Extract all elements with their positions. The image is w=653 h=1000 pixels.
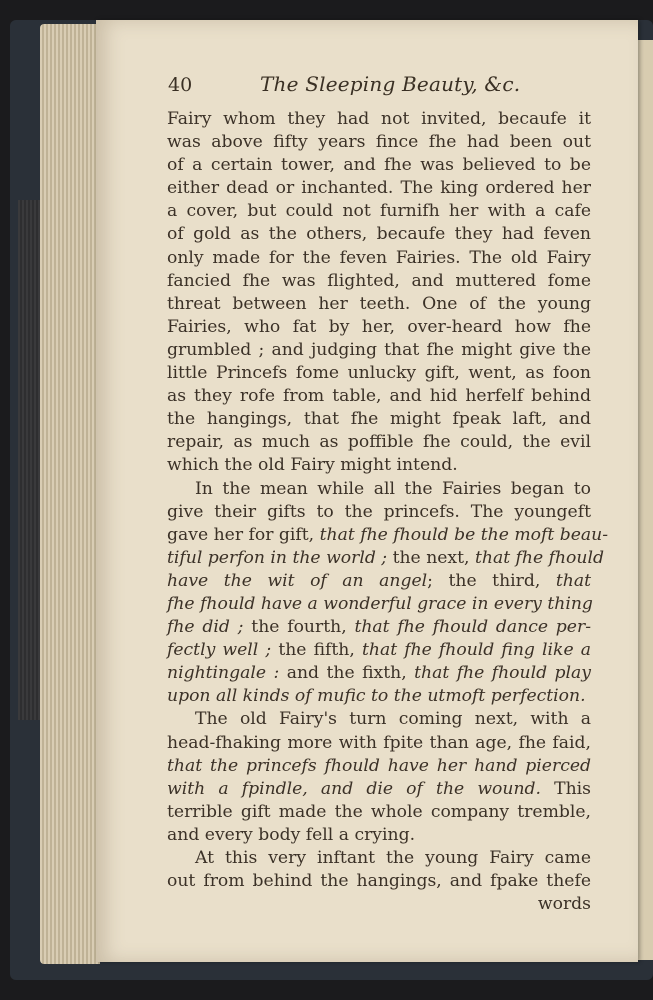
text-line: Fairies, who fat by her, over-heard how fhe <box>167 316 591 337</box>
text-line: repair, as much as poffible fhe could, the evil <box>167 432 591 453</box>
text-line: a cover, but could not furnifh her with a cafe <box>167 201 591 222</box>
text-line: the hangings, that fhe might fpeak laft, and <box>167 409 591 430</box>
body-text <box>167 108 609 916</box>
text-line: and every body fell a crying. <box>167 824 416 845</box>
text-line: either dead or inchanted. The king ordered her <box>167 178 591 199</box>
text-line: upon all kinds of mufic to the utmoft perfection. <box>167 686 586 707</box>
text-line: Fairy whom they had not invited, becaufe it <box>167 109 591 129</box>
text-line: which the old Fairy might intend. <box>167 455 458 476</box>
text-line: with a fpindle, and die of the wound. This <box>167 778 591 799</box>
text-line: fectly well ; the fifth, that fhe fhould fing like a <box>167 640 591 661</box>
text-line: have the wit of an angel; the third, that <box>167 570 592 591</box>
text-line: At this very inftant the young Fairy came <box>195 848 591 868</box>
text-line: of gold as the others, becaufe they had feven <box>167 224 591 245</box>
text-line: The old Fairy's turn coming next, with a <box>195 709 591 730</box>
page-header <box>168 72 598 102</box>
text-line: of a certain tower, and fhe was believed to be <box>167 155 591 176</box>
text-line: fhe did ; the fourth, that fhe fhould dance per- <box>167 617 592 638</box>
text-line: nightingale : and the fixth, that fhe fhould play <box>167 663 591 684</box>
text-line: fancied fhe was flighted, and muttered fome <box>167 270 591 291</box>
facing-page-edge <box>638 40 653 960</box>
text-line: grumbled ; and judging that fhe might give the <box>167 339 591 360</box>
text-line: gave her for gift, that fhe fhould be the moft beau- <box>167 524 609 545</box>
text-line: out from behind the hangings, and fpake thefe <box>167 871 591 892</box>
page-edges <box>40 24 100 964</box>
text-line: terrible gift made the whole company tremble, <box>167 801 591 822</box>
text-line: tiful perfon in the world ; the next, that fhe fhould <box>167 547 604 568</box>
catchword: words <box>537 894 591 915</box>
text-line: that the princefs fhould have her hand pierced <box>167 755 591 776</box>
page-number: 40 <box>168 74 193 96</box>
text-line: little Princefs fome unlucky gift, went, as foon <box>167 363 591 384</box>
text-line: was above fifty years fince fhe had been out <box>167 132 591 153</box>
text-line: as they rofe from table, and hid herfelf behind <box>167 386 591 407</box>
text-line: threat between her teeth. One of the young <box>167 293 591 314</box>
text-line: fhe fhould have a wonderful grace in every thing <box>167 593 593 614</box>
text-line: head-fhaking more with fpite than age, fhe faid, <box>167 732 591 753</box>
text-line: In the mean while all the Fairies began to <box>195 478 591 499</box>
text-line: give their gifts to the princefs. The youngeft <box>167 501 591 522</box>
running-head: The Sleeping Beauty, &c. <box>260 72 521 96</box>
text-line: only made for the feven Fairies. The old Fairy <box>167 247 591 268</box>
